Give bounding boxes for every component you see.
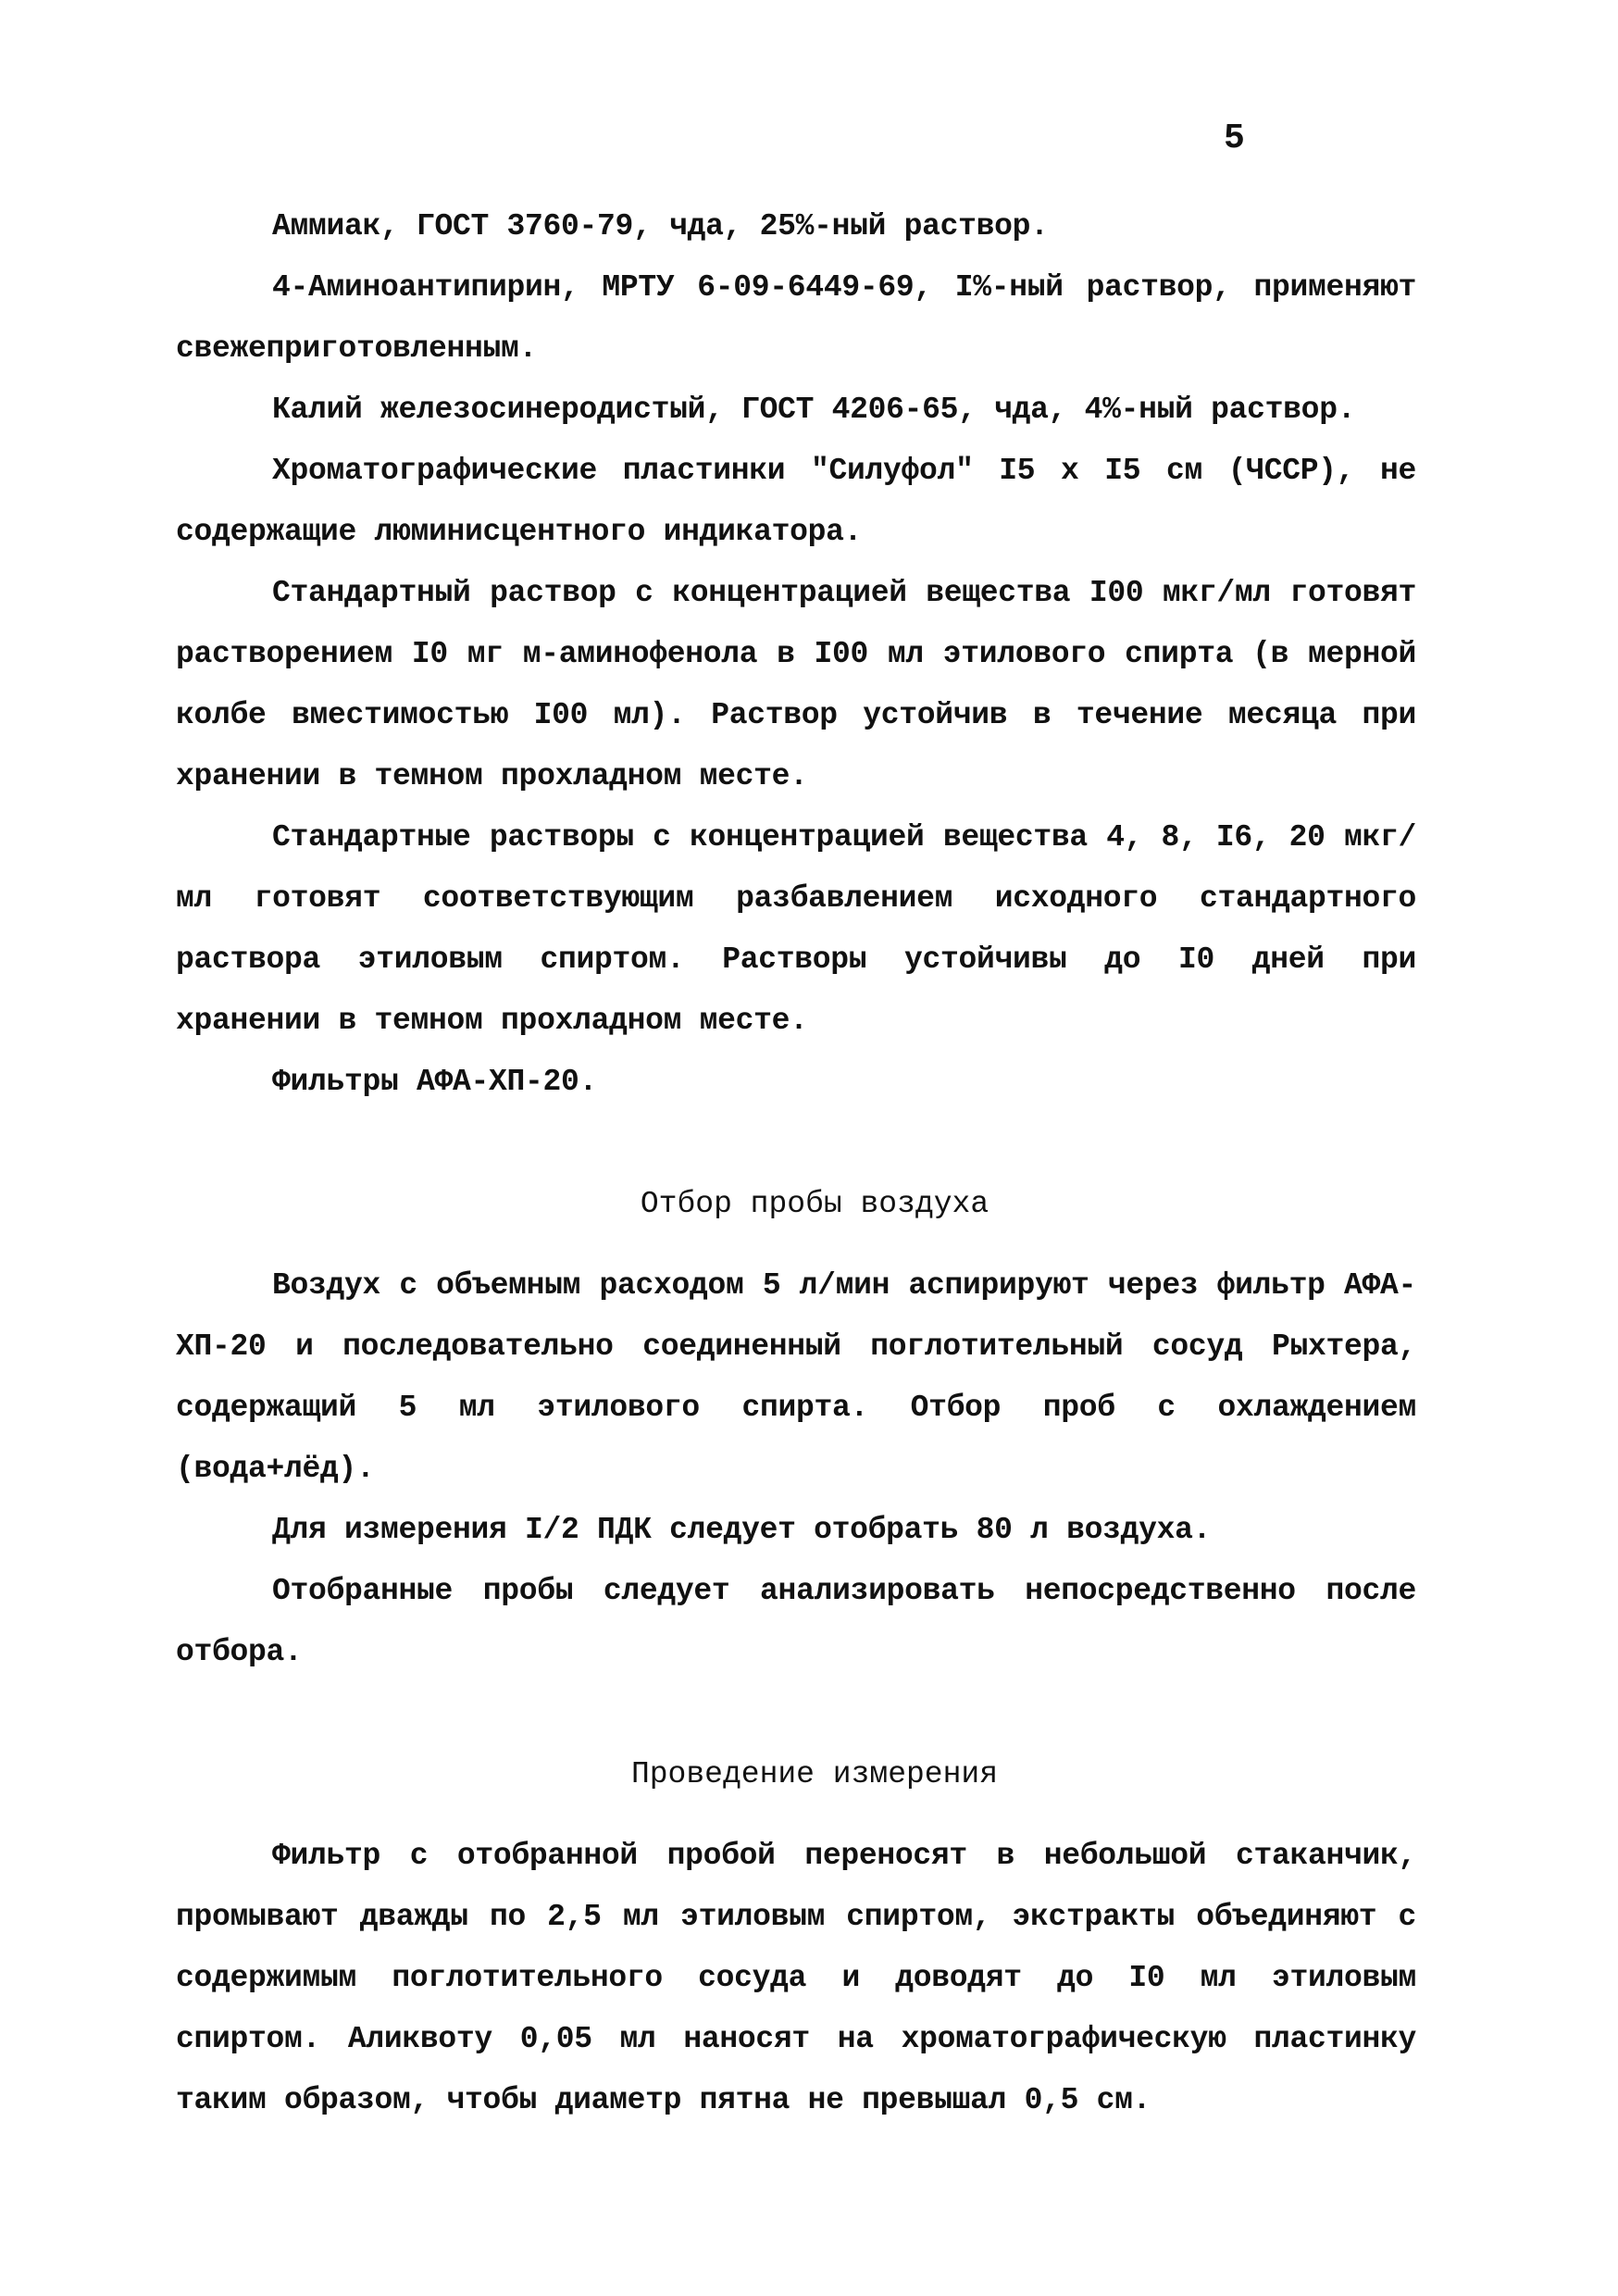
- reagent-paragraph-aminoantipyrine: 4-Аминоантипирин, МРТУ 6-09-6449-69, I%-ный раствор, применяют свежеприготовленным.: [176, 270, 1416, 366]
- sampling-paragraph-volume: Для измерения I/2 ПДК следует отобрать 80 л воздуха.: [272, 1513, 1212, 1547]
- reagent-paragraph-ammonia: Аммиак, ГОСТ 3760-79, чда, 25%-ный раствор.: [272, 209, 1049, 243]
- spacer: [176, 1683, 1416, 1744]
- spacer: [176, 1113, 1416, 1174]
- sampling-paragraph-analysis: Отобранные пробы следует анализировать непосредственно после отбора.: [176, 1574, 1416, 1669]
- page-number: 5: [1224, 119, 1245, 158]
- sampling-paragraph-procedure: Воздух с объемным расходом 5 л/мин аспирируют через фильтр АФА-ХП-20 и последовательно соединенный поглотительный сосуд Рыхтера, содержащий 5 мл этилового спирта. Отбор проб с охлаждением (вода+лёд).: [176, 1268, 1416, 1486]
- section-heading-measurement: Проведение измерения: [630, 1757, 999, 1791]
- spacer: [176, 1235, 1416, 1255]
- reagent-paragraph-chromatographic-plates: Хроматографические пластинки "Силуфол" I5 х I5 см (ЧССР), не содержащие люминисцентного индикатора.: [176, 454, 1416, 549]
- page-body: [176, 196, 1416, 2131]
- spacer: [176, 1805, 1416, 1826]
- reagent-paragraph-working-standards: Стандартные растворы с концентрацией вещества 4, 8, I6, 20 мкг/мл готовят соответствующим разбавлением исходного стандартного раствора этиловым спиртом. Растворы устойчивы до I0 дней при хранении в темном прохладном месте.: [176, 820, 1416, 1038]
- reagent-paragraph-filters: Фильтры АФА-ХП-20.: [272, 1065, 598, 1099]
- section-heading-sampling: Отбор пробы воздуха: [640, 1187, 989, 1221]
- reagent-paragraph-stock-standard: Стандартный раствор с концентрацией вещества I00 мкг/мл готовят растворением I0 мг м-аминофенола в I00 мл этилового спирта (в мерной колбе вместимостью I00 мл). Раствор устойчив в течение месяца при хранении в темном прохладном месте.: [176, 576, 1416, 793]
- measurement-paragraph-procedure: Фильтр с отобранной пробой переносят в небольшой стаканчик, промывают дважды по 2,5 мл этиловым спиртом, экстракты объединяют с содержимым поглотительного сосуда и доводят до I0 мл этиловым спиртом. Аликвоту 0,05 мл наносят на хроматографическую пластинку таким образом, чтобы диаметр пятна не превышал 0,5 см.: [176, 1839, 1416, 2117]
- reagent-paragraph-potassium-ferricyanide: Калий железосинеродистый, ГОСТ 4206-65, чда, 4%-ный раствор.: [272, 393, 1356, 427]
